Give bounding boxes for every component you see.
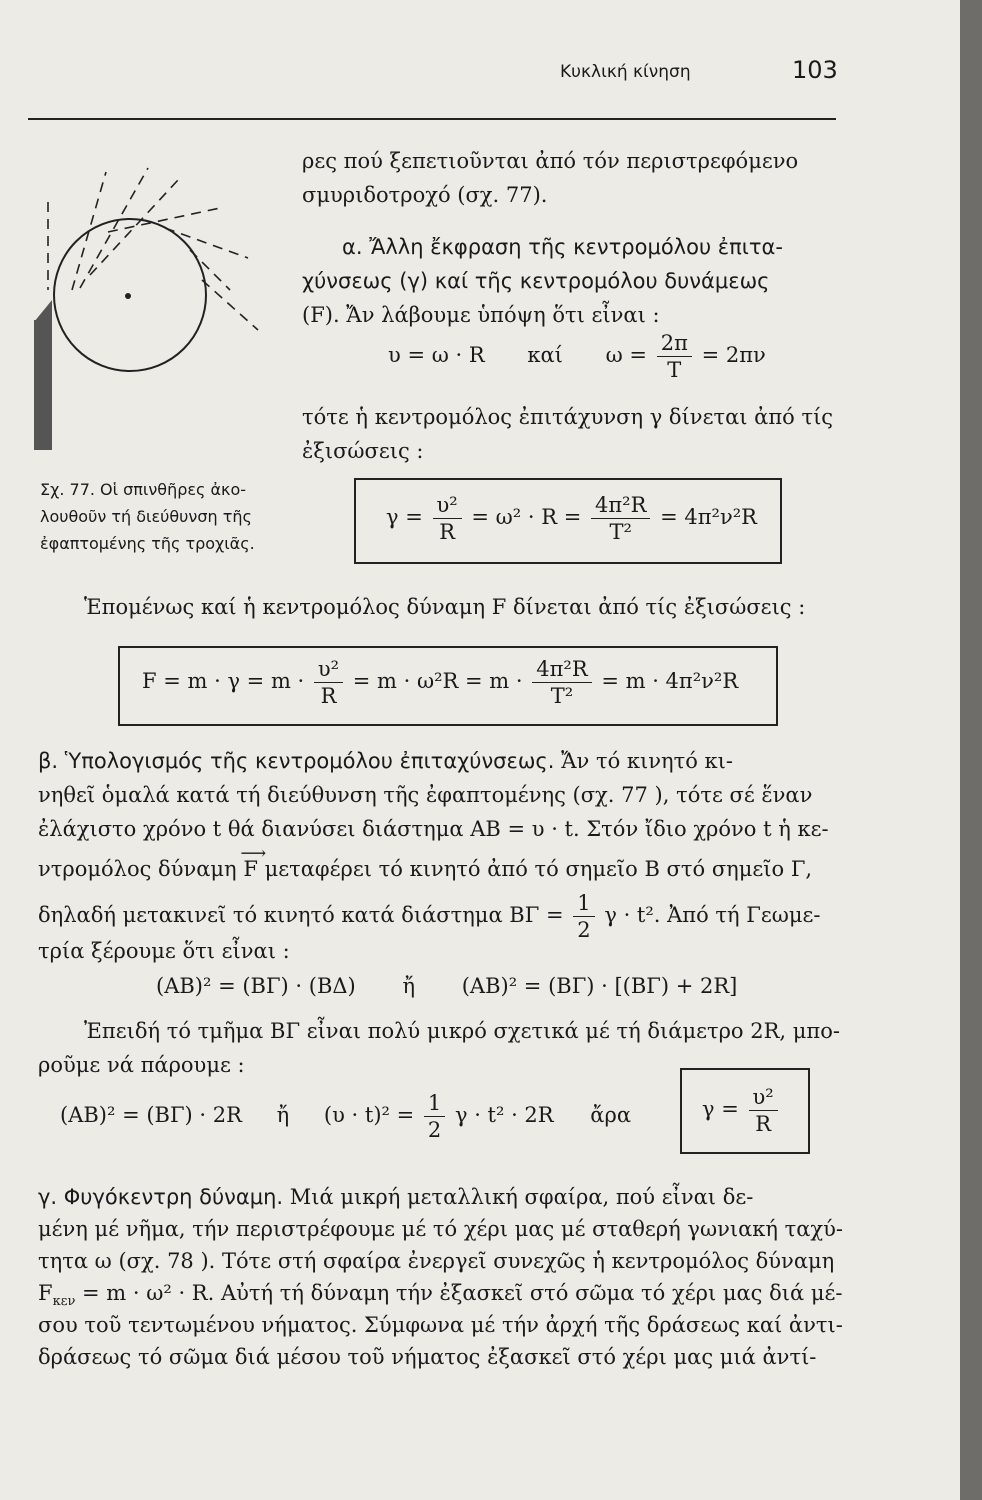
figure-77-grinding-wheel xyxy=(30,140,280,470)
eq1-and: καί xyxy=(527,343,563,367)
eq1-omega: ω = xyxy=(605,343,648,367)
eq1-right: = 2πν xyxy=(701,343,766,367)
equation-result xyxy=(702,1084,781,1137)
section-b-line xyxy=(38,744,733,778)
section-b-line: τρία ξέρουμε ὅτι εἶναι : xyxy=(38,939,290,963)
equation-geometry xyxy=(156,974,737,998)
force-intro-line: Ἑπομένως καί ἡ κεντρομόλος δύναμη F δίνεται ἀπό τίς ἐξισώσεις : xyxy=(84,595,806,619)
eq5-hence: ἄρα xyxy=(590,1103,632,1127)
section-c-line: σου τοῦ τεντωμένου νήματος. Σύμφωνα μέ τήν ἀρχή τῆς δράσεως καί ἀντι- xyxy=(38,1313,843,1337)
section-c-line: δράσεως τό σῶμα διά μέσου τοῦ νήματος ἐξασκεῖ στό χέρι μας μιά ἀντί- xyxy=(38,1345,817,1369)
fraction-v2-over-R xyxy=(433,492,462,545)
header-title: Κυκλική κίνηση xyxy=(560,62,691,82)
intro-line: σμυριδοτροχό (σχ. 77). xyxy=(302,183,548,207)
stand-top xyxy=(34,300,52,322)
header-rule xyxy=(28,118,836,120)
eq1-left: υ = ω · R xyxy=(388,343,485,367)
section-a-heading-cont: χύνσεως (γ) καί τῆς κεντρομόλου δυνάμεως xyxy=(302,269,770,293)
caption-line: ἐφαπτομένης τῆς τροχιᾶς. xyxy=(40,534,255,553)
section-c-line xyxy=(38,1180,753,1214)
fraction-numerator: 2π xyxy=(657,330,692,357)
fraction-2pi-over-T xyxy=(657,330,692,383)
section-b-line-rest: Ἄν τό κινητό κι- xyxy=(561,749,733,773)
fraction-numerator: υ² xyxy=(314,656,343,683)
spark-lines xyxy=(48,168,258,330)
fraction-one-half xyxy=(573,890,594,943)
figure-77-caption xyxy=(40,476,255,557)
eq4-or: ἤ xyxy=(402,974,416,998)
fraction-denominator: 2 xyxy=(427,1118,442,1142)
fraction-v2-over-R xyxy=(314,656,343,709)
page-number: 103 xyxy=(792,56,838,84)
intro-line: ρες πού ξεπετιοῦνται ἀπό τόν περιστρεφόμενο xyxy=(302,149,799,173)
section-a-line: (F). Ἄν λάβουμε ὑπόψη ὅτι εἶναι : xyxy=(302,303,660,327)
section-b-line xyxy=(38,852,812,886)
fraction-denominator: R xyxy=(320,684,337,708)
line5-part-b: γ · t². Ἀπό τή Γεωμε- xyxy=(604,903,821,927)
eq2-middle: = ω² · R = xyxy=(471,505,582,529)
eq2-right: = 4π²ν²R xyxy=(660,505,757,529)
eq2-gamma: γ = xyxy=(386,505,423,529)
section-b-line: ροῦμε νά πάρουμε : xyxy=(38,1053,245,1077)
eq3-right: = m · 4π²ν²R xyxy=(601,669,739,693)
fraction-one-half xyxy=(424,1090,445,1143)
fraction-denominator: T xyxy=(667,358,682,382)
line4-part-a: ντρομόλος δύναμη xyxy=(38,857,237,881)
fraction-numerator: 1 xyxy=(573,890,594,917)
line5-part-a: δηλαδή μετακινεῖ τό κινητό κατά διάστημα ΒΓ = xyxy=(38,903,564,927)
force-vector-F: ⟶ F xyxy=(243,857,258,881)
equation-centripetal-acceleration xyxy=(386,492,757,545)
fraction-denominator: T² xyxy=(550,684,574,708)
eq5-mid-a: (υ · t)² = xyxy=(323,1103,415,1127)
fraction-numerator: 4π²R xyxy=(532,656,591,683)
fraction-denominator: T² xyxy=(609,520,632,544)
fraction-4pi2R-over-T2 xyxy=(532,656,591,709)
eq4-right: (AB)² = (ΒΓ) · [(ΒΓ) + 2R] xyxy=(461,974,738,998)
section-b-line: νηθεῖ ὁμαλά κατά τή διεύθυνση τῆς ἐφαπτομένης (σχ. 77 ), τότε σέ ἕναν xyxy=(38,783,813,807)
caption-line: Σχ. 77. Οἱ σπινθῆρες ἀκο- xyxy=(40,480,247,499)
eq5-mid-b: γ · t² · 2R xyxy=(454,1103,554,1127)
fraction-4pi2R-over-T2 xyxy=(591,492,650,545)
force-subscript: κεν xyxy=(52,1294,76,1310)
fraction-numerator: 4π²R xyxy=(591,492,650,519)
wheel-center xyxy=(125,293,131,299)
eq5-left: (AB)² = (ΒΓ) · 2R xyxy=(60,1103,242,1127)
then-line: τότε ἡ κεντρομόλος ἐπιτάχυνση γ δίνεται ἀπό τίς xyxy=(302,405,834,429)
section-a-heading: α. Ἄλλη ἔκφραση τῆς κεντρομόλου ἐπιτα- xyxy=(342,235,783,259)
fraction-numerator: υ² xyxy=(749,1084,778,1111)
fraction-denominator: R xyxy=(439,520,456,544)
eq5-gamma: γ = xyxy=(702,1097,739,1121)
then-line: ἐξισώσεις : xyxy=(302,439,424,463)
section-b-line: ἐλάχιστο χρόνο t θά διανύσει διάστημα AB = υ · t. Στόν ἴδιο χρόνο t ἡ κε- xyxy=(38,817,829,841)
wheel-stand xyxy=(34,320,52,450)
section-b-heading: β. Ὑπολογισμός τῆς κεντρομόλου ἐπιταχύνσεως. xyxy=(38,749,555,773)
section-b-line: Ἐπειδή τό τμῆμα ΒΓ εἶναι πολύ μικρό σχετικά μέ τή διάμετρο 2R, μπο- xyxy=(84,1019,840,1043)
section-c-line: τητα ω (σχ. 78 ). Τότε στή σφαίρα ἐνεργεῖ συνεχῶς ἡ κεντρομόλος δύναμη xyxy=(38,1249,835,1273)
fraction-numerator: 1 xyxy=(424,1090,445,1117)
eq3-left: F = m · γ = m · xyxy=(142,669,305,693)
fraction-denominator: R xyxy=(755,1112,772,1136)
section-c-heading: γ. Φυγόκεντρη δύναμη. xyxy=(38,1185,284,1209)
fraction-denominator: 2 xyxy=(577,918,591,942)
force-symbol: F xyxy=(38,1281,53,1305)
equation-velocity-omega xyxy=(388,330,766,383)
section-c-line-rest: Μιά μικρή μεταλλική σφαίρα, πού εἶναι δε- xyxy=(289,1185,754,1209)
eq4-left: (AB)² = (ΒΓ) · (ΒΔ) xyxy=(156,974,356,998)
section-c-line: μένη μέ νῆμα, τήν περιστρέφουμε μέ τό χέρι μας μέ σταθερή γωνιακή ταχύ- xyxy=(38,1217,844,1241)
equation-approximation xyxy=(60,1090,631,1143)
fraction-numerator: υ² xyxy=(433,492,462,519)
caption-line: λουθοῦν τή διεύθυνση τῆς xyxy=(40,507,252,526)
fraction-v2-over-R xyxy=(749,1084,778,1137)
equation-centripetal-force xyxy=(142,656,738,709)
page-edge-shadow xyxy=(960,0,982,1500)
eq3-middle: = m · ω²R = m · xyxy=(352,669,523,693)
line4-part-b: μεταφέρει τό κινητό ἀπό τό σημεῖο Β στό σημεῖο Γ, xyxy=(264,857,813,881)
eq5-or: ἤ xyxy=(276,1103,290,1127)
running-header xyxy=(560,56,838,84)
section-c-line-rest: = m · ω² · R. Αὐτή τή δύναμη τήν ἐξασκεῖ στό σῶμα τό χέρι μας διά μέ- xyxy=(82,1281,843,1305)
